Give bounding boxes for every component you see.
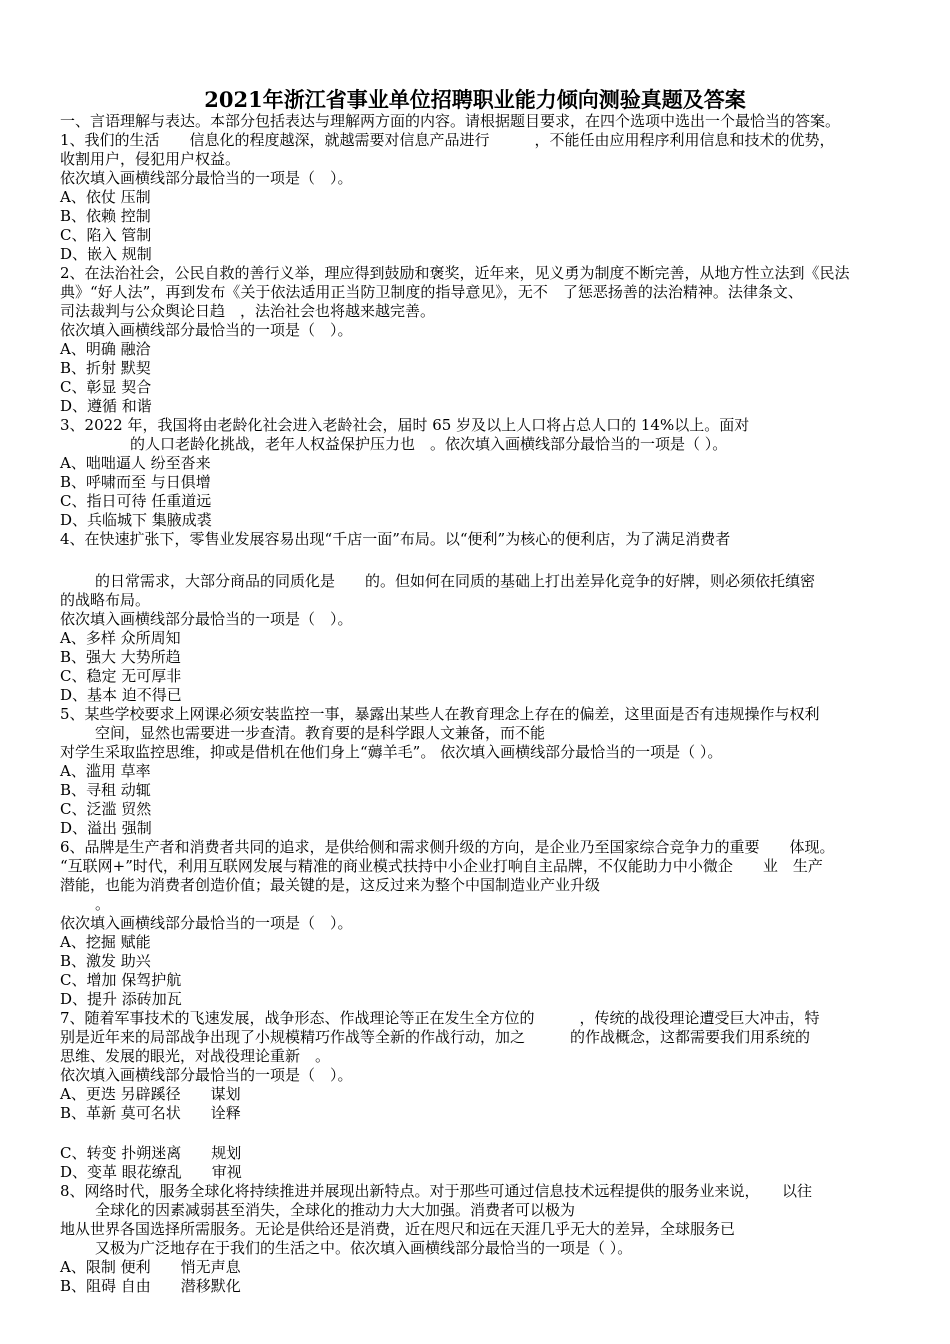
text-line: 1、我们的生活 信息化的程度越深，就越需要对信息产品进行 ，不能任由应用程序利用信息和技术的优势， bbox=[60, 131, 835, 149]
text-line: 的日常需求，大部分商品的同质化是 的。但如何在同质的基础上打出差异化竞争的好牌，则必须依托缜密 bbox=[95, 572, 816, 590]
text-line: C、转变 扑朔迷离 规划 bbox=[60, 1144, 242, 1162]
text-line: A、挖掘 赋能 bbox=[60, 933, 151, 951]
text-line: A、明确 融洽 bbox=[60, 340, 151, 358]
text-line: B、强大 大势所趋 bbox=[60, 648, 181, 666]
text-line: 又极为广泛地存在于我们的生活之中。依次填入画横线部分最恰当的一项是（ ）。 bbox=[95, 1239, 633, 1257]
text-line: B、激发 助兴 bbox=[60, 952, 151, 970]
text-line: D、基本 迫不得已 bbox=[60, 686, 182, 704]
text-line: B、呼啸而至 与日俱增 bbox=[60, 473, 211, 491]
text-line: B、革新 莫可名状 诠释 bbox=[60, 1104, 241, 1122]
text-line: 依次填入画横线部分最恰当的一项是（ ）。 bbox=[60, 610, 353, 628]
text-line: D、提升 添砖加瓦 bbox=[60, 990, 182, 1008]
text-line: 6、品牌是生产者和消费者共同的追求，是供给侧和需求侧升级的方向，是企业乃至国家综合竞争力的重要 体现。 bbox=[60, 838, 835, 856]
text-line: D、嵌入 规制 bbox=[60, 245, 152, 263]
text-line: C、陷入 管制 bbox=[60, 226, 152, 244]
text-line: A、更迭 另辟蹊径 谋划 bbox=[60, 1085, 241, 1103]
text-line: 依次填入画横线部分最恰当的一项是（ ）。 bbox=[60, 321, 353, 339]
text-line: D、溢出 强制 bbox=[60, 819, 152, 837]
text-line: B、折射 默契 bbox=[60, 359, 151, 377]
text-line: 4、在快速扩张下，零售业发展容易出现“千店一面”布局。以“便利”为核心的便利店，为了满足消费者 bbox=[60, 530, 731, 548]
text-line: 地从世界各国选择所需服务。无论是供给还是消费，近在咫尺和远在天涯几乎无大的差异，全球服务已 bbox=[60, 1220, 736, 1238]
text-line: “互联网+”时代，利用互联网发展与精准的商业模式扶持中小企业打响自主品牌，不仅能助力中小微企 业 生产 bbox=[60, 857, 823, 875]
text-line: 依次填入画横线部分最恰当的一项是（ ）。 bbox=[60, 914, 353, 932]
text-line: A、咄咄逼人 纷至沓来 bbox=[60, 454, 211, 472]
page-title: 2021年浙江省事业单位招聘职业能力倾向测验真题及答案 bbox=[204, 87, 746, 112]
text-line: 一、言语理解与表达。本部分包括表达与理解两方面的内容。请根据题目要求，在四个选项中选出一个最恰当的答案。 bbox=[60, 112, 841, 130]
text-line: 典》“好人法”，再到发布《关于依法适用正当防卫制度的指导意见》，无不 了惩恶扬善的法治精神。法律条文、 bbox=[60, 283, 803, 301]
text-line: B、寻租 动辄 bbox=[60, 781, 151, 799]
text-line: 潜能，也能为消费者创造价值；最关键的是，这反过来为整个中国制造业产业升级 bbox=[60, 876, 601, 894]
text-line: C、彰显 契合 bbox=[60, 378, 152, 396]
text-line: 依次填入画横线部分最恰当的一项是（ ）。 bbox=[60, 1066, 353, 1084]
text-line: D、兵临城下 集腋成裘 bbox=[60, 511, 212, 529]
text-line: 依次填入画横线部分最恰当的一项是（ ）。 bbox=[60, 169, 353, 187]
text-line: 司法裁判与公众舆论日趋 ，法治社会也将越来越完善。 bbox=[60, 302, 436, 320]
text-line: A、滥用 草率 bbox=[60, 762, 151, 780]
text-line: A、限制 便利 悄无声息 bbox=[60, 1258, 241, 1276]
text-line: 的人口老龄化挑战，老年人权益保护压力也 。依次填入画横线部分最恰当的一项是（ ）。 bbox=[130, 435, 728, 453]
text-line: 3、2022 年，我国将由老龄化社会进入老龄社会，届时 65 岁及以上人口将占总人口的 14%以上。面对 bbox=[60, 416, 750, 434]
text-line: 。 bbox=[95, 895, 111, 913]
text-line: 全球化的因素减弱甚至消失，全球化的推动力大大加强。消费者可以极为 bbox=[95, 1201, 576, 1219]
text-line: C、泛滥 贸然 bbox=[60, 800, 152, 818]
text-line: B、阻碍 自由 潜移默化 bbox=[60, 1277, 241, 1295]
text-line: D、变革 眼花缭乱 审视 bbox=[60, 1163, 242, 1181]
text-line: 2、在法治社会，公民自救的善行义举，理应得到鼓励和褒奖，近年来，见义勇为制度不断完善，从地方性立法到《民法 bbox=[60, 264, 850, 282]
text-line: 收割用户，侵犯用户权益。 bbox=[60, 150, 241, 168]
text-line: B、依赖 控制 bbox=[60, 207, 151, 225]
text-line: D、遵循 和谐 bbox=[60, 397, 152, 415]
text-line: C、稳定 无可厚非 bbox=[60, 667, 182, 685]
text-line: A、依仗 压制 bbox=[60, 188, 151, 206]
text-line: A、多样 众所周知 bbox=[60, 629, 181, 647]
text-line: 别是近年来的局部战争出现了小规模精巧作战等全新的作战行动，加之 的作战概念，这都需要我们用系统的 bbox=[60, 1028, 811, 1046]
text-line: 5、某些学校要求上网课必须安装监控一事，暴露出某些人在教育理念上存在的偏差，这里面是否有违规操作与权利 bbox=[60, 705, 820, 723]
text-line: 7、随着军事技术的飞速发展，战争形态、作战理论等正在发生全方位的 ，传统的战役理论遭受巨大冲击，特 bbox=[60, 1009, 820, 1027]
text-line: C、指日可待 任重道远 bbox=[60, 492, 212, 510]
text-line: 对学生采取监控思维，抑或是借机在他们身上“薅羊毛”。 依次填入画横线部分最恰当的一项是（ ）。 bbox=[60, 743, 723, 761]
text-line: 空间，显然也需要进一步查清。教育要的是科学跟人文兼备，而不能 bbox=[95, 724, 546, 742]
text-line: 的战略布局。 bbox=[60, 591, 151, 609]
text-line: C、增加 保驾护航 bbox=[60, 971, 182, 989]
text-line: 思维、发展的眼光，对战役理论重新 。 bbox=[60, 1047, 331, 1065]
text-line: 8、网络时代，服务全球化将持续推进并展现出新特点。对于那些可通过信息技术远程提供的服务业来说， 以往 bbox=[60, 1182, 813, 1200]
